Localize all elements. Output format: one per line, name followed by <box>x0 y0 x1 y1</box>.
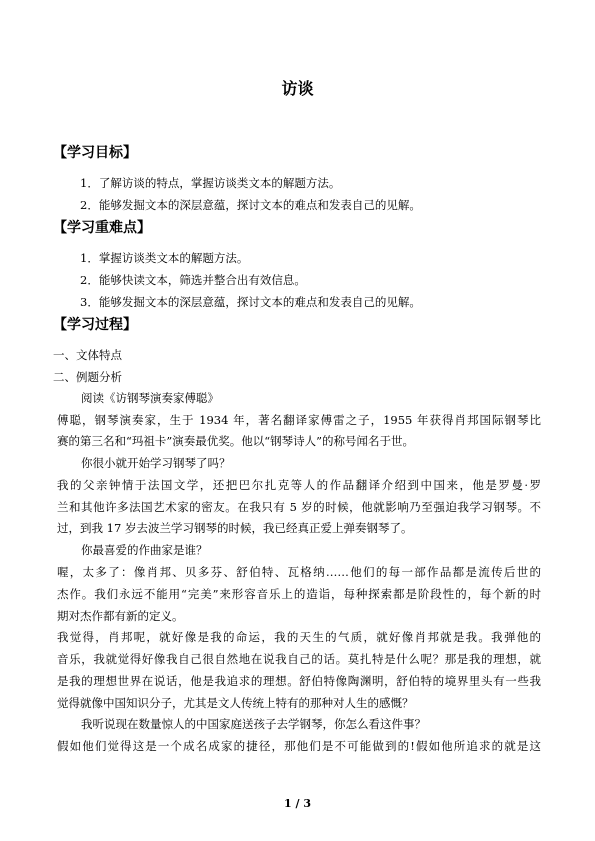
paragraph-line: 喔，太多了：像肖邦、贝多芬、舒伯特、瓦格纳……他们的每一部作品都是流传后世的 <box>57 565 541 579</box>
key-point-item-2: 2．能够快读文本，筛选并整合出有效信息。 <box>80 273 306 287</box>
paragraph-line: 杰作。我们永远不能用“完美”来形容音乐上的造诣，每种探索都是阶段性的，每个新的时 <box>57 587 541 601</box>
question-line: 你很小就开始学习钢琴了吗？ <box>81 456 231 470</box>
paragraph-line: 过，到我 17 岁去波兰学习钢琴的时候，我已经真正爱上弹奏钢琴了。 <box>57 521 413 535</box>
page-title: 访谈 <box>281 79 314 98</box>
key-point-item-3: 3．能够发掘文本的深层意蕴，探讨文本的难点和发表自己的见解。 <box>80 295 421 309</box>
objectives-heading: 【学习目标】 <box>53 145 137 161</box>
paragraph-line: 我觉得，肖邦呢，就好像是我的命运，我的天生的气质，就好像肖邦就是我。我弹他的 <box>57 630 541 644</box>
paragraph-line: 赛的第三名和“玛祖卡”演奏最优奖。他以“钢琴诗人”的称号闻名于世。 <box>57 434 415 448</box>
paragraph-line: 假如他们觉得这是一个成名成家的捷径，那他们是不可能做到的!假如他所追求的就是这 <box>57 739 541 753</box>
reading-title: 阅读《访钢琴演奏家傅聪》 <box>81 391 219 405</box>
paragraph-line: 傅聪，钢琴演奏家，生于 1934 年，著名翻译家傅雷之子，1955 年获得肖邦国际钢琴比 <box>57 413 541 427</box>
process-part-1: 一、文体特点 <box>53 348 122 362</box>
question-line: 我听说现在数量惊人的中国家庭送孩子去学钢琴，你怎么看这件事？ <box>81 717 426 731</box>
paragraph-line: 觉得就像中国知识分子，尤其是文人传统上特有的那种对人生的感慨？ <box>57 696 414 710</box>
paragraph-line: 音乐，我就觉得好像我自己很自然地在说我自己的话。莫扎特是什么呢？那是我的理想，就 <box>57 652 541 666</box>
process-heading: 【学习过程】 <box>53 317 137 333</box>
paragraph-line: 是我的理想世界在说话，他是我追求的理想。舒伯特像陶渊明，舒伯特的境界里头有一些我 <box>57 674 541 688</box>
paragraph-line: 我的父亲钟情于法国文学，还把巴尔扎克等人的作品翻译介绍到中国来，他是罗曼·罗 <box>57 478 541 492</box>
process-part-2: 二、例题分析 <box>53 370 122 384</box>
objective-item-2: 2．能够发掘文本的深层意蕴，探讨文本的难点和发表自己的见解。 <box>80 198 421 212</box>
paragraph-line: 期对杰作都有新的定义。 <box>57 609 184 623</box>
paragraph-line: 兰和其他许多法国艺术家的密友。在我只有 5 岁的时候，他就影响乃至强迫我学习钢琴。不 <box>57 500 541 514</box>
page-number: 1 / 3 <box>284 797 311 810</box>
objective-item-1: 1．了解访谈的特点，掌握访谈类文本的解题方法。 <box>80 176 341 190</box>
key-point-item-1: 1．掌握访谈类文本的解题方法。 <box>80 251 249 265</box>
question-line: 你最喜爱的作曲家是谁？ <box>81 543 208 557</box>
key-points-heading: 【学习重难点】 <box>53 220 151 236</box>
